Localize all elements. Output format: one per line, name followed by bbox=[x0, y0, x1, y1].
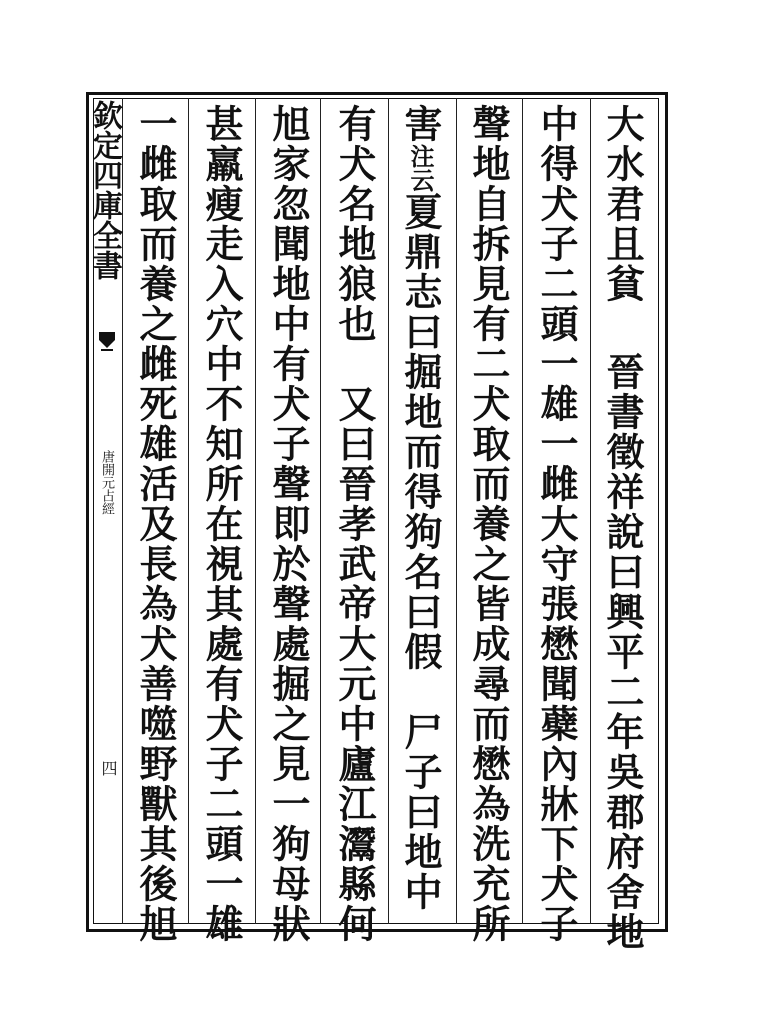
column-rule bbox=[456, 98, 457, 924]
column-rule bbox=[590, 98, 591, 924]
column-text: 聲地自拆見有二犬取而養之皆成尋而懋為洗充所 bbox=[466, 104, 511, 944]
column-text: 甚羸瘦走入穴中不知所在視其處有犬子二頭一雄 bbox=[199, 104, 244, 944]
text-column-6 bbox=[264, 104, 312, 944]
column-rule bbox=[320, 98, 321, 924]
text-column-8 bbox=[131, 104, 179, 944]
column-text: 一雌取而養之雌死雄活及長為犬善噬野獸其後旭 bbox=[133, 104, 178, 944]
column-text: 旭家忽聞地中有犬子聲即於聲處掘之見一狗母狀 bbox=[266, 104, 311, 944]
annotation-note: 注云 bbox=[406, 144, 435, 192]
column-rule bbox=[388, 98, 389, 924]
text-column-3 bbox=[464, 104, 512, 944]
column-text: 大水君且貧 bbox=[600, 104, 645, 304]
column-text: 有犬名地狼也 又曰晉孝武帝大元中廬江灊縣何 bbox=[332, 104, 377, 944]
column-text-continued: 夏鼎志曰掘地而得狗名曰假 尸子曰地中 bbox=[398, 192, 443, 912]
text-column-4 bbox=[396, 104, 444, 914]
column-text-continued: 晉書徵祥說曰興平二年吳郡府舍地 bbox=[600, 352, 645, 952]
fish-tail-ornament bbox=[98, 330, 116, 360]
margin-section-title: 唐開元占經 bbox=[99, 450, 114, 515]
column-rule bbox=[188, 98, 189, 924]
column-rule bbox=[255, 98, 256, 924]
text-column-7 bbox=[197, 104, 245, 944]
column-text: 中得犬子二頭一雄一雌大守張懋聞蘗內牀下犬子 bbox=[534, 104, 579, 944]
text-column-2 bbox=[532, 104, 580, 944]
margin-book-title: 欽定四庫全書 bbox=[87, 100, 122, 280]
column-text: 害 bbox=[398, 104, 443, 144]
text-column-1 bbox=[598, 104, 646, 952]
text-column-5 bbox=[330, 104, 378, 944]
column-rule bbox=[122, 98, 123, 924]
column-rule bbox=[522, 98, 523, 924]
margin-page-number: 四 bbox=[99, 760, 118, 776]
